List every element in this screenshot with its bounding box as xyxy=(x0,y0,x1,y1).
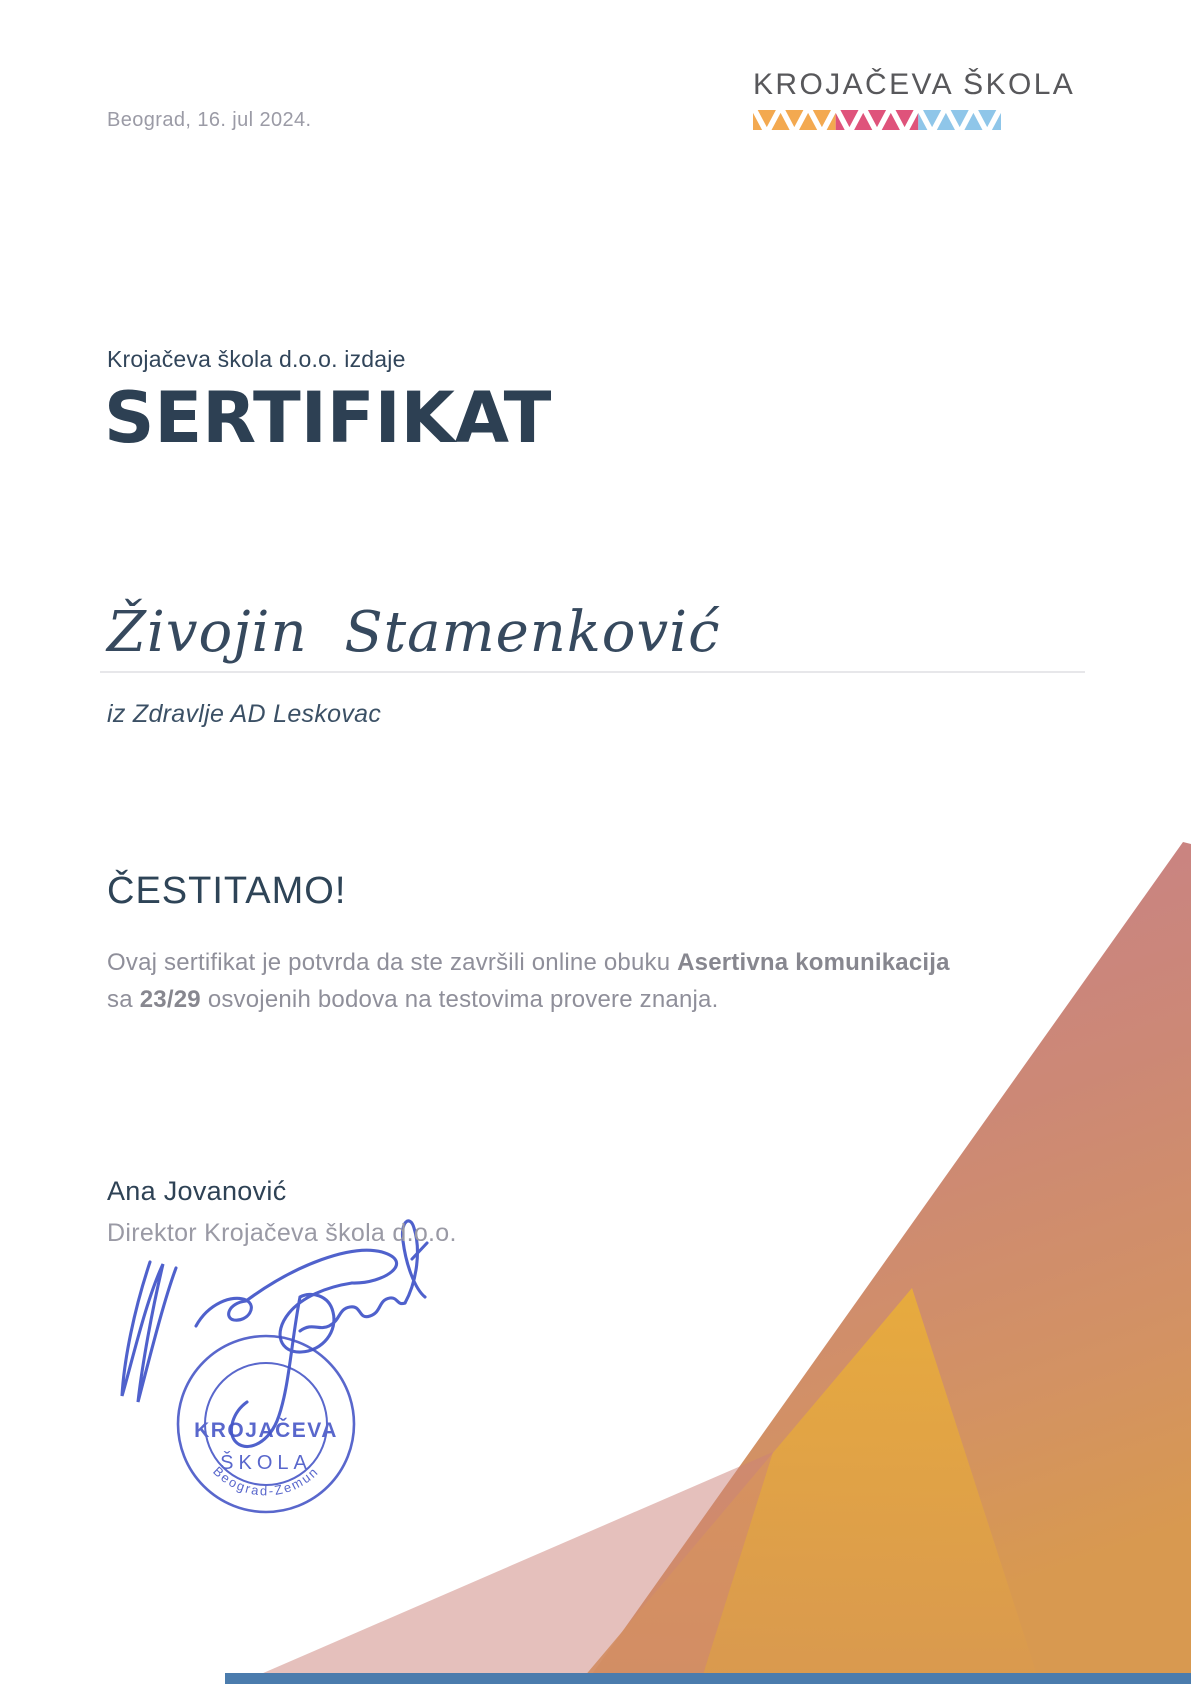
date-line: Beograd, 16. jul 2024. xyxy=(107,109,312,131)
stamp-line2: ŠKOLA xyxy=(220,1452,312,1474)
body-seg2: sa xyxy=(107,986,133,1013)
signer-title: Direktor Krojačeva škola d.o.o. xyxy=(107,1219,457,1247)
pale-wedge xyxy=(238,1452,773,1684)
issuer-line: Krojačeva škola d.o.o. izdaje xyxy=(107,346,406,372)
certificate-title: SERTIFIKAT xyxy=(104,377,552,459)
logo-text: KROJAČEVA ŠKOLA xyxy=(753,68,1076,101)
signature-ink xyxy=(122,1221,427,1447)
body-seg3: osvojenih bodova na testovima provere znanja. xyxy=(207,986,719,1013)
recipient-company: iz Zdravlje AD Leskovac xyxy=(107,700,382,728)
recipient-name: Živojin Stamenković xyxy=(107,600,721,665)
congrats-heading: ČESTITAMO! xyxy=(107,870,347,912)
stamp-arc-text: Beograd-Zemun xyxy=(210,1463,322,1499)
round-stamp xyxy=(178,1336,354,1512)
signer-name: Ana Jovanović xyxy=(107,1176,287,1206)
course-name: Asertivna komunikacija xyxy=(677,949,950,976)
bottom-accent-bar xyxy=(225,1673,1191,1684)
body-seg1: Ovaj sertifikat je potvrda da ste završili online obuku xyxy=(107,949,678,976)
stamp-line1: KROJAČEVA xyxy=(194,1419,338,1442)
gradient-wedges xyxy=(238,842,1191,1684)
score-value: 23/29 xyxy=(139,986,201,1013)
